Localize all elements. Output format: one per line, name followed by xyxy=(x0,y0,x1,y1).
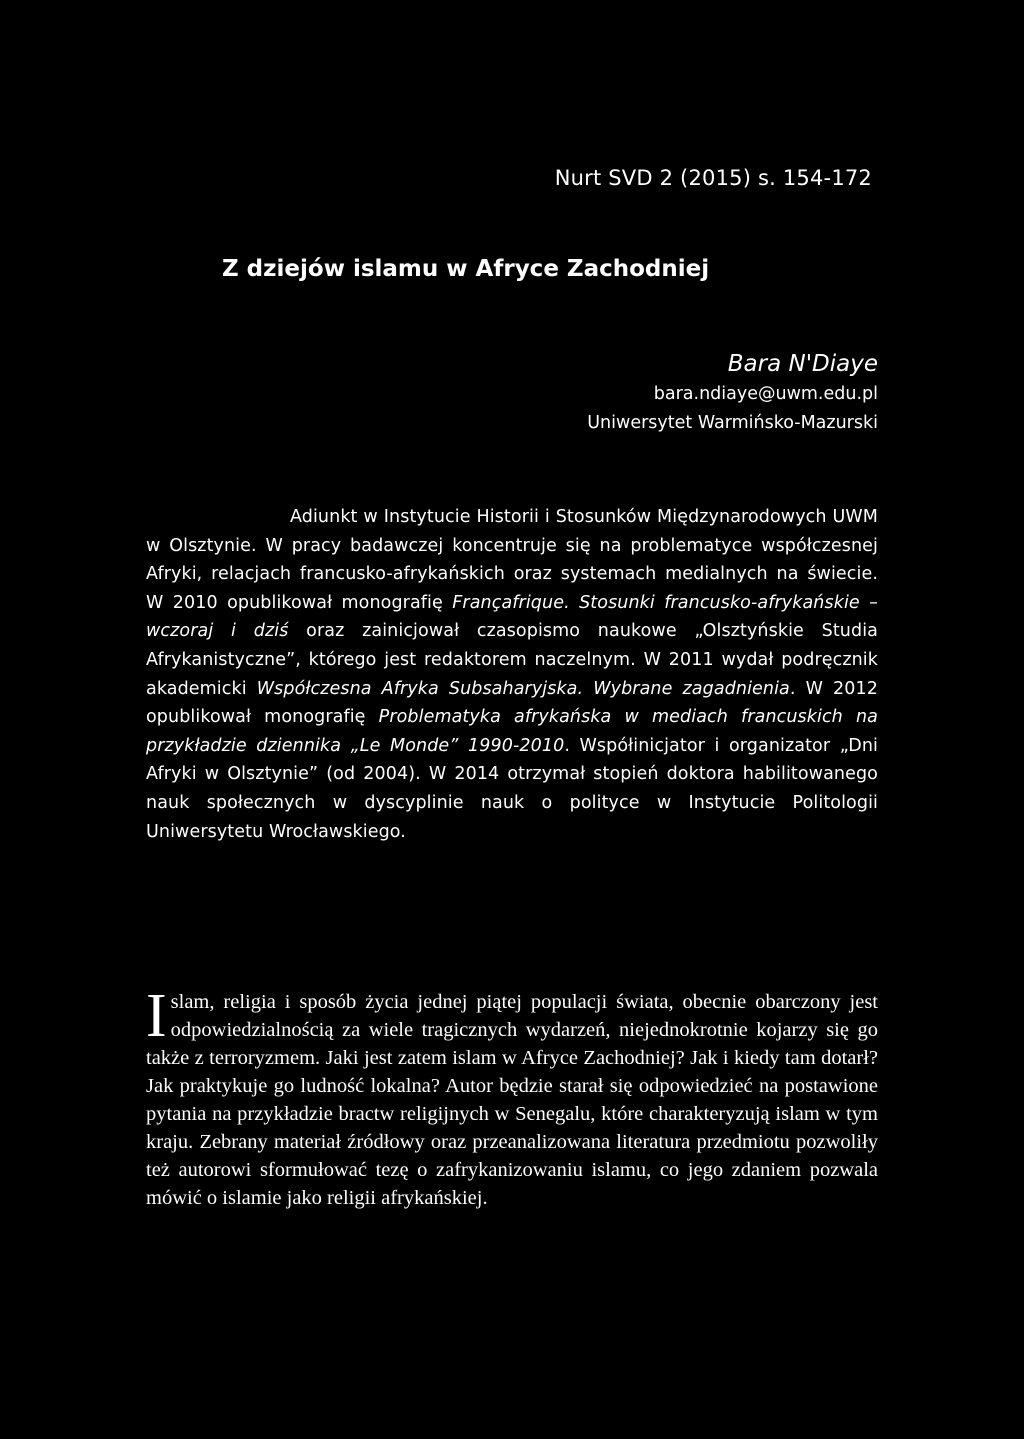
author-email: bara.ndiaye@uwm.edu.pl xyxy=(653,384,878,404)
bio-text-3: . W 2012 opublikował monografię xyxy=(146,678,878,728)
bio-book-3: Problematyka afrykańska w mediach francuskich na przykładzie dziennika „Le Monde” 1990-2010 xyxy=(146,707,878,756)
author-name: Bara N'Diaye xyxy=(727,351,878,377)
author-bio xyxy=(146,503,878,846)
bio-book-1: Françafrique. Stosunki francusko-afrykańskie – wczoraj i dziś xyxy=(146,592,878,642)
abstract xyxy=(146,982,878,1212)
author-affiliation: Uniwersytet Warmińsko-Mazurski xyxy=(587,413,878,433)
bio-text-2: oraz zainicjował czasopismo naukowe „Olsztyńskie Studia Afrykanistyczne”, którego jest redaktorem naczelnym. W 2011 wydał podręcznik akademicki xyxy=(146,621,878,699)
journal-reference: Nurt SVD 2 (2015) s. 154-172 xyxy=(554,166,872,190)
author-block xyxy=(587,348,878,438)
bio-book-2: Współczesna Afryka Subsaharyjska. Wybrane zagadnienia xyxy=(256,678,790,699)
bio-text-1: Adiunkt w Instytucie Historii i Stosunków Międzynarodowych UWM w Olsztynie. W pracy badawczej koncentruje się na problematyce współczesnej Afryki, relacjach francusko-afrykańskich oraz systemach medialnych na świecie. W 2010 opublikował monografię xyxy=(146,507,878,613)
abstract-text: slam, religia i sposób życia jednej piątej populacji świata, obecnie obarczony jest odpowiedzialnością za wiele tragicznych wydarzeń, niejednokrotnie kojarzy się go także z terroryzmem. Jaki jest zatem islam w Afryce Zachodniej? Jak i kiedy tam dotarł? Jak praktykuje go ludność lokalna? Autor będzie starał się odpowiedzieć na postawione pytania na przykładzie bractw religijnych w Senegalu, które charakteryzują islam w tym kraju. Zebrany materiał źródłowy oraz przeanalizowana literatura przedmiotu pozwoliły też autorowi sformułować tezę o zafrykanizowaniu islamu, co jego zdaniem pozwala mówić o islamie jako religii afrykańskiej. xyxy=(146,991,878,1209)
article-title: Z dziejów islamu w Afryce Zachodniej xyxy=(222,256,710,282)
abstract-dropcap: I xyxy=(146,982,167,1050)
bio-text-4: . Współinicjator i organizator „Dni Afryki w Olsztynie” (od 2004). W 2014 otrzymał stopień doktora habilitowanego nauk społecznych w dyscyplinie nauk o polityce w Instytucie Politologii Uniwersytetu Wrocławskiego. xyxy=(146,735,878,842)
